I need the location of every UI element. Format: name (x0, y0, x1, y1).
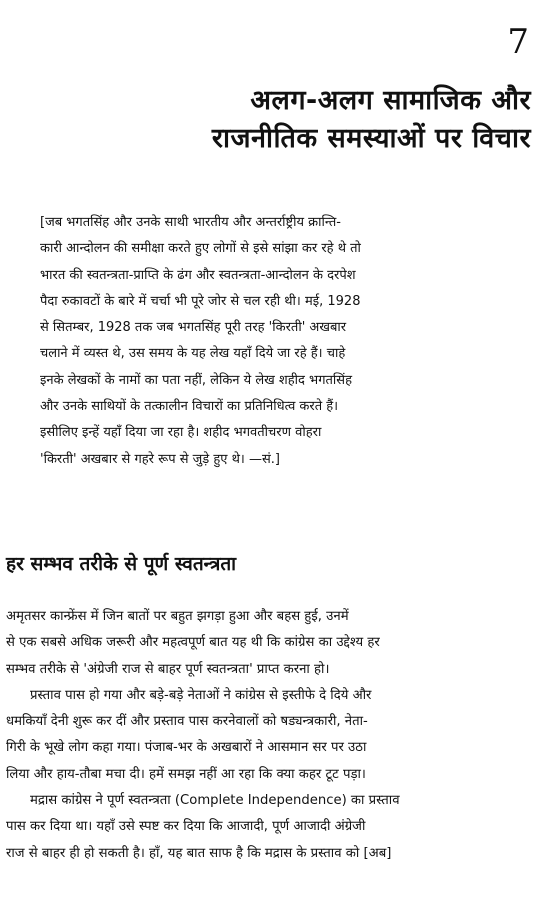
intro-line: 'किरती' अखबार से गहरे रूप से जुड़े हुए थे। —सं.] (40, 451, 280, 467)
body-line: सम्भव तरीके से 'अंग्रेजी राज से बाहर पूर्ण स्वतन्त्रता' प्राप्त करना हो। (6, 661, 330, 677)
intro-line: कारी आन्दोलन की समीक्षा करते हुए लोगों से इसे सांझा कर रहे थे तो (40, 241, 361, 257)
chapter-title (51, 82, 531, 158)
intro-line: इसीलिए इन्हें यहाँ दिया जा रहा है। शहीद भगवतीचरण वोहरा (40, 425, 322, 441)
intro-line: इनके लेखकों के नामों का पता नहीं, लेकिन ये लेख शहीद भगतसिंह (40, 372, 352, 388)
section-heading: हर सम्भव तरीके से पूर्ण स्वतन्त्रता (6, 553, 237, 575)
chapter-title-line-1: अलग-अलग सामाजिक और (250, 85, 531, 116)
body-line: राज से बाहर ही हो सकती है। हाँ, यह बात साफ है कि मद्रास के प्रस्ताव को [अब] (6, 845, 392, 861)
intro-line: और उनके साथियों के तत्कालीन विचारों का प्रतिनिधित्व करते हैं। (40, 399, 339, 415)
editorial-intro (40, 210, 530, 473)
body-line: प्रस्ताव पास हो गया और बड़े-बड़े नेताओं ने कांग्रेस से इस्तीफे दे दिये और (30, 687, 372, 703)
intro-line: [जब भगतसिंह और उनके साथी भारतीय और अन्तर्राष्ट्रीय क्रान्ति- (40, 215, 342, 230)
body-line: मद्रास कांग्रेस ने पूर्ण स्वतन्त्रता (Complete Independence) का प्रस्ताव (30, 793, 400, 809)
body-line: अमृतसर कान्फ्रेंस में जिन बातों पर बहुत झगड़ा हुआ और बहस हुई, उनमें (6, 609, 349, 624)
intro-line: भारत की स्वतन्त्रता-प्राप्ति के ढंग और स्वतन्त्रता-आन्दोलन के दरपेश (40, 267, 356, 283)
body-line: गिरी के भूखे लोग कहा गया। पंजाब-भर के अखबारों ने आसमान सर पर उठा (6, 740, 367, 756)
body-text (6, 604, 546, 867)
body-line: पास कर दिया था। यहाँ उसे स्पष्ट कर दिया कि आजादी, पूर्ण आजादी अंग्रेजी (6, 819, 366, 835)
body-line: धमकियाँ देनी शुरू कर दीं और प्रस्ताव पास करनेवालों को षड्यन्त्रकारी, नेता- (6, 714, 368, 730)
intro-line: चलाने में व्यस्त थे, उस समय के यह लेख यहाँ दिये जा रहे हैं। चाहे (40, 346, 346, 362)
chapter-title-line-2: राजनीतिक समस्याओं पर विचार (211, 123, 531, 154)
intro-line: पैदा रुकावटों के बारे में चर्चा भी पूरे जोर से चल रही थी। मई, 1928 (40, 293, 361, 309)
chapter-number: 7 (507, 22, 529, 62)
body-line: से एक सबसे अधिक जरूरी और महत्वपूर्ण बात यह थी कि कांग्रेस का उद्देश्य हर (6, 635, 380, 651)
intro-line: से सितम्बर, 1928 तक जब भगतसिंह पूरी तरह 'किरती' अखबार (40, 320, 347, 336)
body-line: लिया और हाय-तौबा मचा दी। हमें समझ नहीं आ रहा कि क्या कहर टूट पड़ा। (6, 766, 366, 782)
